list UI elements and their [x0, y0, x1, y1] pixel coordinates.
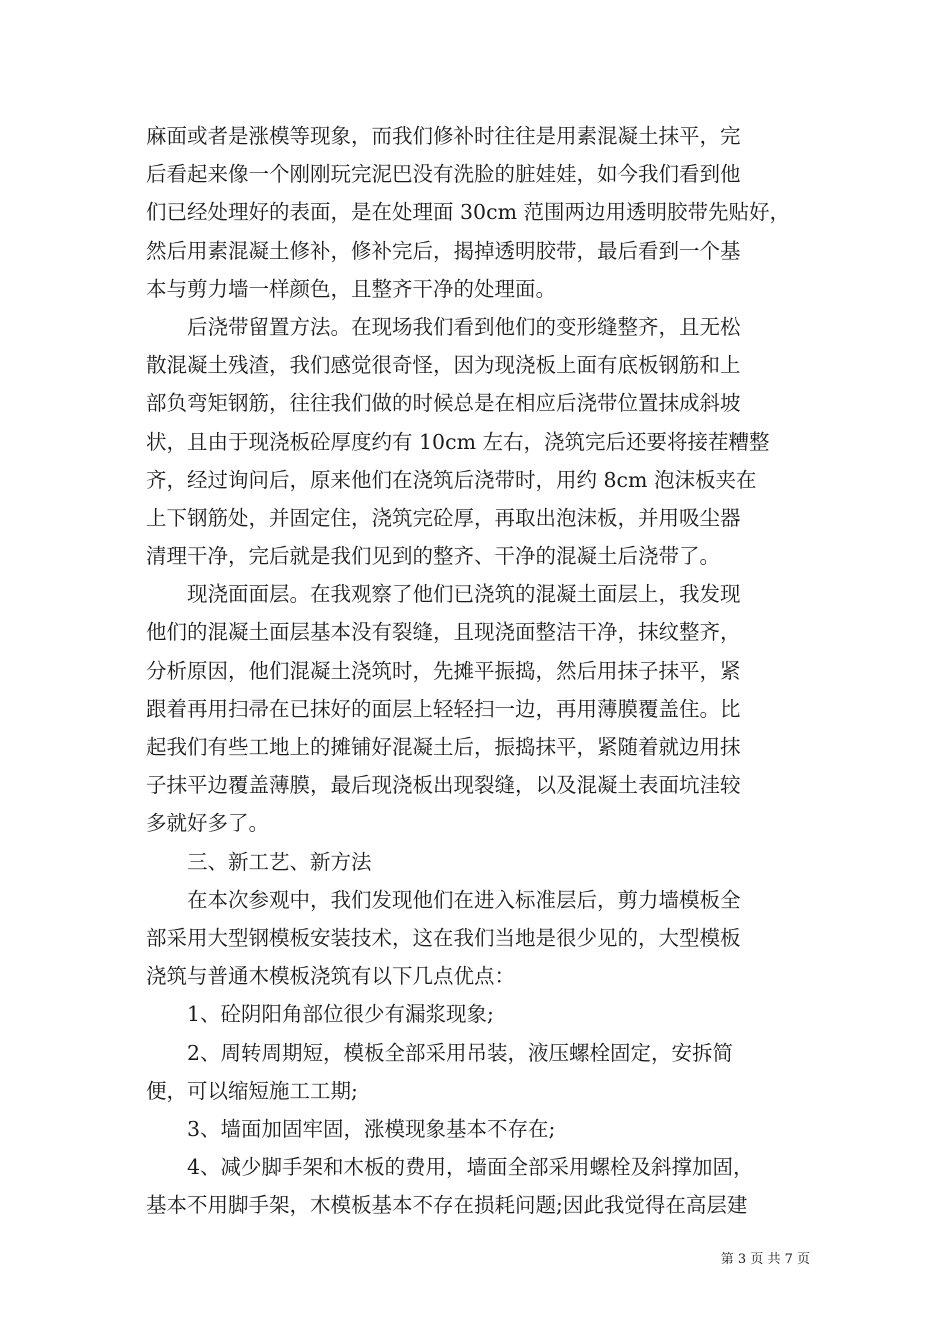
- text-line: 清理干净，完后就是我们见到的整齐、干净的混凝土后浇带了。: [146, 544, 720, 569]
- text-line: 多就好多了。: [146, 811, 269, 836]
- text-line: 基本不用脚手架，木模板基本不存在损耗问题;因此我觉得在高层建: [146, 1193, 748, 1218]
- text-line: 他们的混凝土面层基本没有裂缝，且现浇面整洁干净，抹纹整齐，: [146, 620, 741, 645]
- text-line: 分析原因，他们混凝土浇筑时，先摊平振捣，然后用抹子抹平，紧: [146, 658, 741, 683]
- text-line: 后浇带留置方法。在现场我们看到他们的变形缝整齐，且无松: [146, 314, 741, 339]
- text-line: 跟着再用扫帚在已抹好的面层上轻轻扫一边，再用薄膜覆盖住。比: [146, 696, 741, 721]
- text-line: 在本次参观中，我们发现他们在进入标准层后，剪力墙模板全: [146, 887, 741, 912]
- text-line: 麻面或者是涨模等现象，而我们修补时往往是用素混凝土抹平，完: [146, 124, 741, 148]
- text-line: 4、减少脚手架和木板的费用，墙面全部采用螺栓及斜撑加固，: [146, 1155, 754, 1180]
- text-line: 浇筑与普通木模板浇筑有以下几点优点：: [146, 964, 515, 989]
- text-line: 上下钢筋处，并固定住，浇筑完砼厚，再取出泡沫板，并用吸尘器: [146, 505, 741, 530]
- text-line: 起我们有些工地上的摊铺好混凝土后，振捣抹平，紧随着就边用抹: [146, 735, 741, 759]
- text-line: 然后用素混凝土修补，修补完后，揭掉透明胶带，最后看到一个基: [146, 238, 741, 263]
- page-footer: 第 3 页 共 7 页: [720, 1252, 810, 1267]
- text-line: 们已经处理好的表面，是在处理面 30cm 范围两边用透明胶带先贴好，: [146, 200, 791, 225]
- text-line: 部负弯矩钢筋，往往我们做的时候总是在相应后浇带位置抹成斜坡: [146, 391, 741, 416]
- text-line: 齐，经过询问后，原来他们在浇筑后浇带时，用约 8cm 泡沫板夹在: [146, 467, 757, 492]
- text-line: 便，可以缩短施工工期;: [146, 1078, 358, 1103]
- text-line: 现浇面面层。在我观察了他们已浇筑的混凝土面层上，我发现: [146, 582, 741, 607]
- text-line: 状，且由于现浇板砼厚度约有 10cm 左右，浇筑完后还要将接茬糟整: [146, 429, 770, 454]
- text-line: 1、砼阴阳角部位很少有漏浆现象;: [146, 1002, 494, 1027]
- text-line: 本与剪力墙一样颜色，且整齐干净的处理面。: [146, 276, 556, 301]
- text-line: 散混凝土残渣，我们感觉很奇怪，因为现浇板上面有底板钢筋和上: [146, 353, 741, 378]
- text-line: 3、墙面加固牢固，涨模现象基本不存在;: [146, 1116, 556, 1141]
- text-line: 后看起来像一个刚刚玩完泥巴没有洗脸的脏娃娃，如今我们看到他: [146, 162, 741, 187]
- text-line: 2、周转周期短，模板全部采用吊装，液压螺栓固定，安拆简: [146, 1040, 734, 1065]
- body-text: [146, 117, 808, 1224]
- text-line: 三、新工艺、新方法: [146, 849, 372, 874]
- text-line: 子抹平边覆盖薄膜，最后现浇板出现裂缝，以及混凝土表面坑洼较: [146, 773, 741, 798]
- text-line: 部采用大型钢模板安装技术，这在我们当地是很少见的，大型模板: [146, 925, 741, 950]
